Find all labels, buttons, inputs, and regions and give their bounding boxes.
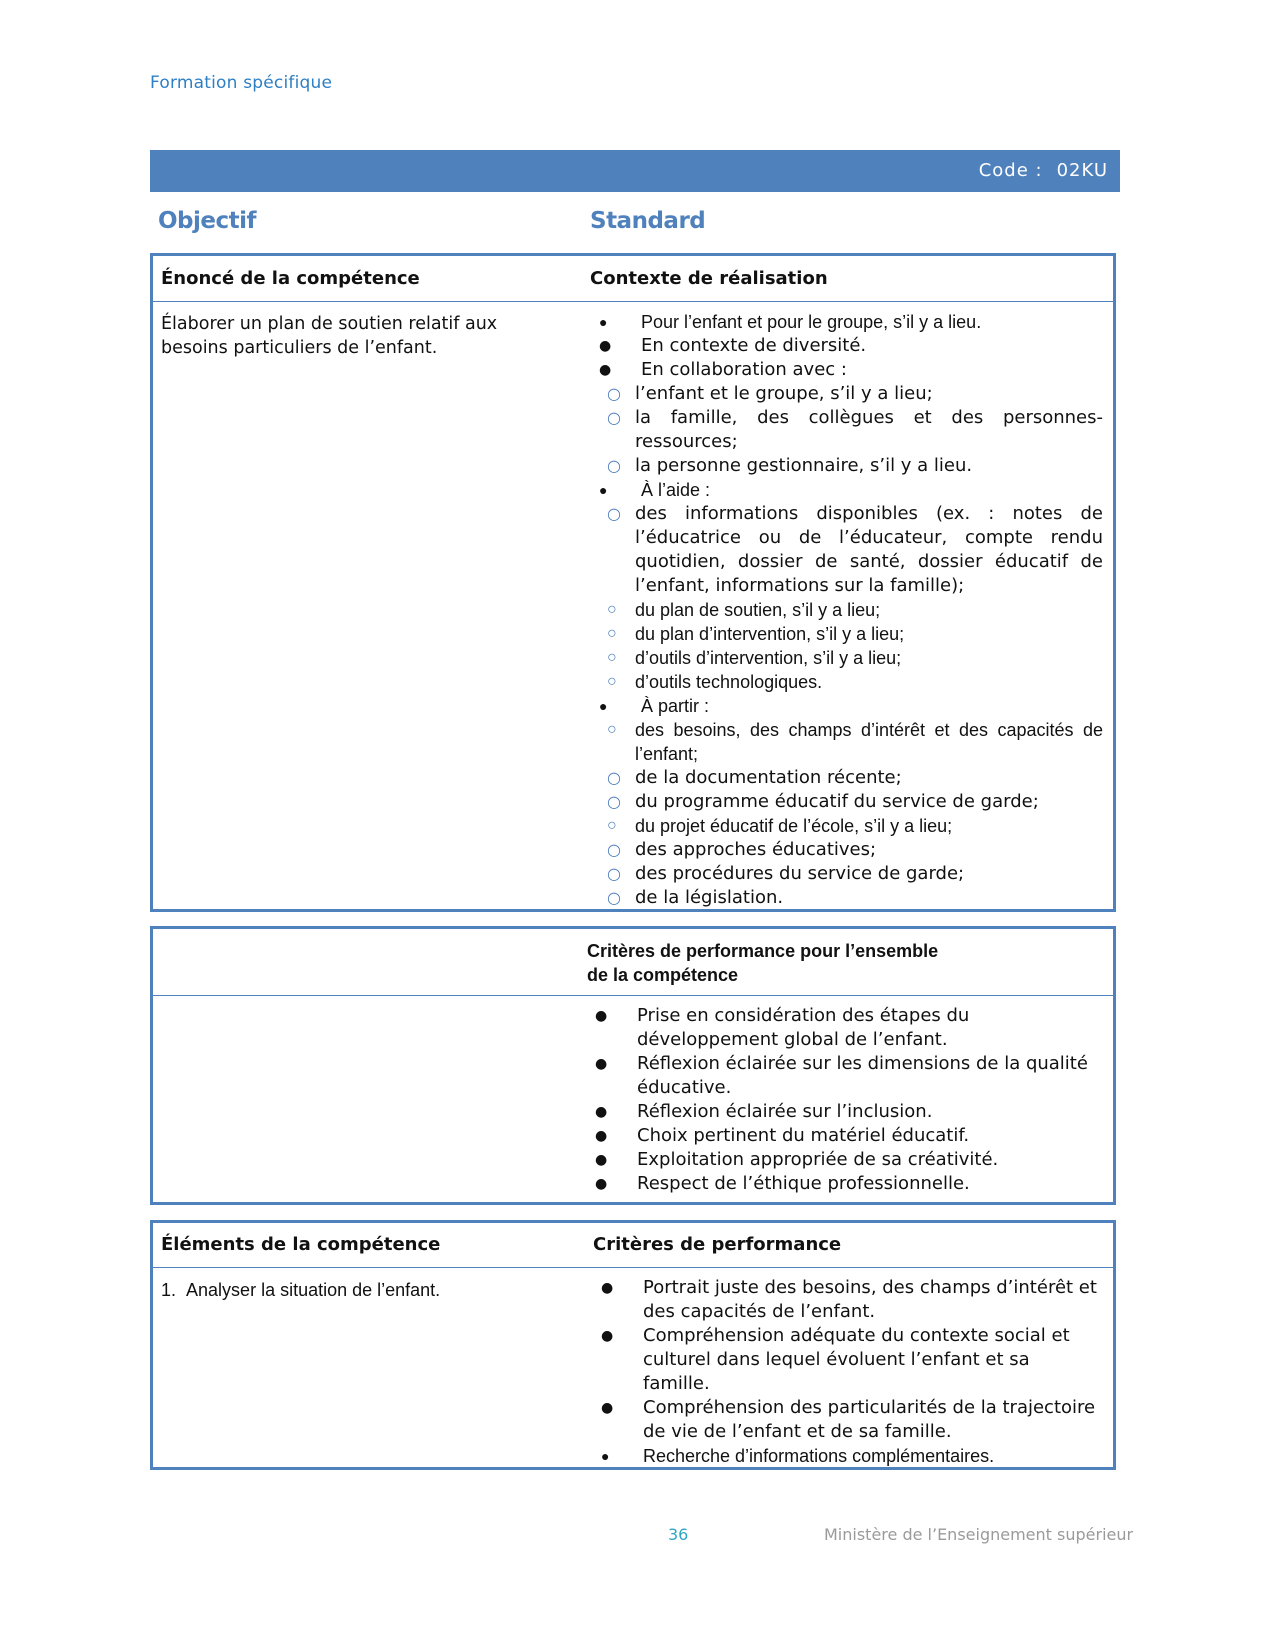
bullet-icon: ●	[599, 362, 612, 378]
objectif-title: Objectif	[158, 208, 257, 234]
sub-list-item: ○ du programme éducatif du service de garde;	[607, 791, 1039, 812]
code-label: Code :	[978, 160, 1043, 181]
enonce-text: Élaborer un plan de soutien relatif aux besoins particuliers de l’enfant.	[161, 314, 498, 358]
running-header: Formation spécifique	[150, 73, 333, 93]
list-item: ● Pour l’enfant et pour le groupe, s’il y a lieu.	[599, 312, 982, 332]
circle-bullet-icon: ○	[607, 384, 621, 403]
element-text: Analyser la situation de l’enfant.	[186, 1280, 441, 1300]
circle-bullet-icon: ○	[607, 721, 617, 738]
bullet-icon: ●	[595, 1176, 608, 1192]
table-header	[153, 1223, 1113, 1268]
code-value: 02KU	[1056, 160, 1108, 181]
element-number: 1.	[161, 1280, 177, 1300]
list-item: ● En contexte de diversité.	[599, 335, 867, 356]
circle-bullet-icon: ○	[607, 792, 621, 811]
sub-list-item: ○ du plan de soutien, s’il y a lieu;	[607, 600, 881, 620]
circle-bullet-icon: ○	[607, 768, 621, 787]
sub-list-item: ○ d’outils d’intervention, s’il y a lieu;	[607, 648, 902, 668]
bullet-icon: ●	[599, 314, 608, 330]
sub-list-item: ○ d’outils technologiques.	[607, 672, 823, 692]
list-item: ● Choix pertinent du matériel éducatif.	[595, 1125, 970, 1146]
circle-bullet-icon: ○	[607, 625, 617, 642]
elements-header: Éléments de la compétence	[161, 1234, 441, 1255]
list-item: ● Compréhension des particularités de la trajectoire de vie de l’enfant et de sa famille.	[601, 1397, 1096, 1442]
sub-list-item: ○ du plan d’intervention, s’il y a lieu;	[607, 624, 905, 644]
competence-context-table	[150, 253, 1116, 912]
bullet-icon: ●	[601, 1400, 614, 1416]
table-header	[153, 929, 1113, 996]
sub-list	[607, 382, 1103, 478]
circle-bullet-icon: ○	[607, 864, 621, 883]
bullet-icon: ●	[595, 1056, 608, 1072]
sub-list-item: ○ des procédures du service de garde;	[607, 863, 965, 884]
sub-list-item: ○ la personne gestionnaire, s’il y a lieu.	[607, 455, 973, 476]
overall-criteria-list	[589, 1004, 1103, 1196]
list-item: ● Portrait juste des besoins, des champs d’intérêt et des capacités de l’enfant.	[601, 1277, 1097, 1322]
code-bar	[150, 150, 1120, 192]
circle-bullet-icon: ○	[607, 456, 621, 475]
list-item: ● Respect de l’éthique professionnelle.	[595, 1173, 970, 1194]
sub-list-item: ○ des approches éducatives;	[607, 839, 877, 860]
criteria-list	[595, 1276, 1099, 1468]
sub-list-item: ○ de la législation.	[607, 887, 784, 908]
bullet-icon: ●	[601, 1448, 610, 1464]
list-item: ● En collaboration avec : ○ l’enfant et le groupe, s’il y a lieu; ○ la famille, des collègues et des personnes-ressources; ○ la personne gestionnaire, s’il y a lieu.	[599, 359, 1103, 476]
contexte-header: Contexte de réalisation	[590, 268, 828, 289]
sub-list-item: ○ l’enfant et le groupe, s’il y a lieu;	[607, 383, 933, 404]
sub-list-item: ○ de la documentation récente;	[607, 767, 902, 788]
list-item: ● Exploitation appropriée de sa créativité.	[595, 1149, 999, 1170]
overall-criteria-table	[150, 926, 1116, 1205]
bullet-icon: ●	[601, 1280, 614, 1296]
bullet-icon: ●	[601, 1328, 614, 1344]
page-number: 36	[668, 1525, 689, 1544]
list-item: ● Prise en considération des étapes du développement global de l’enfant.	[595, 1005, 970, 1050]
course-code	[979, 160, 1108, 181]
bullet-icon: ●	[599, 698, 608, 714]
circle-bullet-icon: ○	[607, 840, 621, 859]
contexte-list	[593, 310, 1103, 910]
bullet-icon: ●	[595, 1104, 608, 1120]
bullet-icon: ●	[599, 482, 608, 498]
circle-bullet-icon: ○	[607, 504, 621, 523]
list-item: ● À partir : ○ des besoins, des champs d’intérêt et des capacités de l’enfant; ○ de la documentation récente; ○ du programme éducatif du service de garde; ○ du projet éducatif de l’école, s’il y a lieu; ○ des approches éducatives; ○ des procédures du service de garde; ○ de la législation.	[599, 696, 1103, 908]
sub-list-item: ○ la famille, des collègues et des personnes-ressources;	[607, 407, 1103, 452]
footer-organization: Ministère de l’Enseignement supérieur	[824, 1525, 1134, 1544]
section-titles	[150, 208, 1120, 244]
list-item: ● À l’aide : ○ des informations disponibles (ex. : notes de l’éducatrice ou de l’éducateur, compte rendu quotidien, dossier de santé, dossier éducatif de l’enfant, informations sur la famille); ○ du plan de soutien, s’il y a lieu; ○ du plan d’intervention, s’il y a lieu; ○ d’outils d’intervention, s’il y a lieu; ○ d’outils technologiques.	[599, 480, 1103, 692]
bullet-icon: ●	[595, 1128, 608, 1144]
overall-criteria-header: Critères de performance pour l’ensemble de la compétence	[587, 941, 939, 985]
list-item: ● Réflexion éclairée sur l’inclusion.	[595, 1101, 933, 1122]
bullet-icon: ●	[595, 1152, 608, 1168]
list-item: ● Réflexion éclairée sur les dimensions de la qualité éducative.	[595, 1053, 1088, 1098]
sub-list-item: ○ des besoins, des champs d’intérêt et des capacités de l’enfant;	[607, 720, 1103, 764]
circle-bullet-icon: ○	[607, 673, 617, 690]
circle-bullet-icon: ○	[607, 817, 617, 834]
list-item: ● Compréhension adéquate du contexte social et culturel dans lequel évoluent l’enfant et sa famille.	[601, 1325, 1070, 1394]
table-header	[153, 256, 1113, 302]
bullet-icon: ●	[599, 338, 612, 354]
circle-bullet-icon: ○	[607, 408, 621, 427]
sub-list-item: ○ des informations disponibles (ex. : notes de l’éducatrice ou de l’éducateur, compte rendu quotidien, dossier de santé, dossier éducatif de l’enfant, informations sur la famille);	[607, 503, 1103, 596]
circle-bullet-icon: ○	[607, 601, 617, 618]
criteria-header: Critères de performance	[593, 1234, 842, 1255]
circle-bullet-icon: ○	[607, 888, 621, 907]
bullet-icon: ●	[595, 1008, 608, 1024]
sub-list	[607, 718, 1103, 910]
sub-list-item: ○ du projet éducatif de l’école, s’il y a lieu;	[607, 816, 953, 836]
sub-list	[607, 502, 1103, 694]
enonce-header: Énoncé de la compétence	[161, 268, 420, 289]
element-item	[161, 1278, 561, 1302]
list-item: ● Recherche d’informations complémentaires.	[601, 1446, 995, 1466]
circle-bullet-icon: ○	[607, 649, 617, 666]
elements-criteria-table	[150, 1220, 1116, 1470]
standard-title: Standard	[590, 208, 706, 234]
